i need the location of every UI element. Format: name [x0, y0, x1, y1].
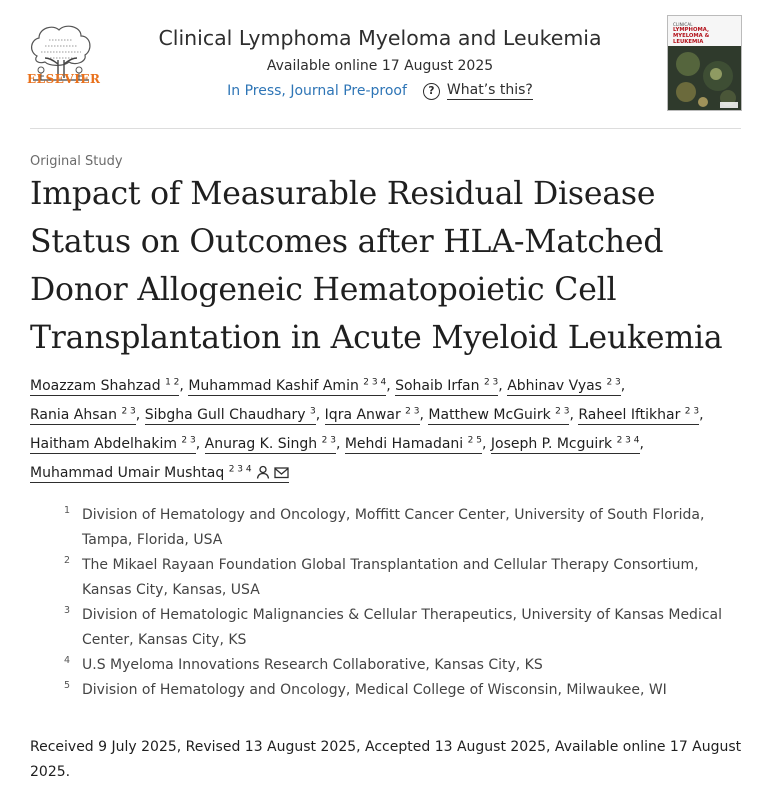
cover-banner: [668, 16, 741, 46]
author-affiliation-refs: 2 3: [555, 406, 570, 417]
question-circle-icon: ?: [423, 83, 440, 100]
author-affiliation-refs: 2 3 4: [228, 464, 252, 475]
corresponding-author-link[interactable]: [30, 465, 289, 483]
whats-this-button[interactable]: [423, 82, 533, 100]
cover-small-text: CLINICAL: [673, 22, 693, 27]
author-name: Muhammad Umair Mushtaq: [30, 465, 225, 481]
author-affiliation-refs: 2 3: [684, 406, 700, 417]
affiliation-number: 3: [64, 605, 71, 616]
journal-header: [0, 0, 772, 128]
affiliation-text: U.S Myeloma Innovations Research Collaborative, Kansas City, KS: [82, 657, 543, 673]
author-name: Sohaib Irfan: [395, 378, 480, 394]
whats-this-label: What’s this?: [446, 82, 533, 98]
author-affiliation-refs: 2 3: [321, 435, 336, 446]
author-name: Mehdi Hamadani: [344, 436, 464, 452]
affiliation-number: 5: [64, 680, 71, 691]
journal-cover-image[interactable]: [668, 16, 741, 110]
affiliation-number: 4: [64, 655, 71, 666]
status-line: [110, 82, 650, 100]
author-name: Raheel Iftikhar: [578, 407, 681, 423]
affiliation-item: [60, 603, 750, 653]
author-link[interactable]: [395, 378, 498, 396]
available-online-date: Available online 17 August 2025: [266, 58, 494, 74]
person-icon: [256, 465, 270, 479]
author-affiliation-refs: 2 3 4: [363, 377, 387, 388]
affiliation-item: [60, 503, 750, 553]
author-name: Moazzam Shahzad: [30, 378, 161, 394]
journal-info: [110, 26, 650, 100]
author-link[interactable]: [205, 436, 336, 454]
author-name: Iqra Anwar: [324, 407, 401, 423]
author-affiliation-refs: 2 3: [121, 406, 136, 417]
author-name: Anurag K. Singh: [204, 436, 318, 452]
author-line: [30, 459, 750, 488]
in-press-link[interactable]: In Press, Journal Pre-proof: [227, 83, 407, 99]
cover-artwork: [668, 46, 741, 110]
author-link[interactable]: [345, 436, 482, 454]
author-affiliation-refs: 1 2: [165, 377, 180, 388]
author-name: Abhinav Vyas: [507, 378, 602, 394]
author-link[interactable]: [30, 436, 196, 454]
affiliation-text: The Mikael Rayaan Foundation Global Transplantation and Cellular Therapy Consortium, Kansas City, Kansas, USA: [82, 557, 699, 598]
author-name: Joseph P. Mcguirk: [490, 436, 613, 452]
author-link[interactable]: [491, 436, 640, 454]
author-affiliation-refs: 2 3: [483, 377, 499, 388]
author-line: Moazzam Shahzad $^{1 2}$, Muhammad Kashif Amin $^{2 3 4}$, Sohaib Irfan $^{2 3}$, Abhinav Vyas $^{2 3}$,: [30, 377, 626, 394]
affiliation-item: [60, 553, 750, 603]
author-name: Sibgha Gull Chaudhary: [144, 407, 306, 423]
author-affiliation-refs: 2 3: [405, 406, 420, 417]
author-line: Haitham Abdelhakim $^{2 3}$, Anurag K. Singh $^{2 3}$, Mehdi Hamadani $^{2 5}$, Joseph P. Mcguirk $^{2 3 4}$,: [30, 435, 644, 452]
author-link[interactable]: [145, 407, 316, 425]
author-line: Rania Ahsan $^{2 3}$, Sibgha Gull Chaudhary $^3$, Iqra Anwar $^{2 3}$, Matthew McGuirk $^{2 3}$, Raheel Iftikhar $^{2 3}$,: [30, 406, 704, 423]
author-affiliation-refs: 2 3 4: [616, 435, 640, 446]
author-link[interactable]: [578, 407, 699, 425]
author-link[interactable]: [30, 378, 179, 396]
affiliation-number: 1: [64, 505, 71, 516]
author-link[interactable]: [188, 378, 386, 396]
publisher-name: ELSEVIER: [27, 72, 101, 86]
author-link[interactable]: [507, 378, 621, 396]
affiliation-list: [60, 503, 750, 703]
affiliation-number: 2: [64, 555, 71, 566]
author-affiliation-refs: 2 3: [606, 377, 621, 388]
affiliation-item: [60, 678, 750, 703]
author-name: Rania Ahsan: [30, 407, 117, 423]
author-name: Muhammad Kashif Amin: [188, 378, 359, 394]
affiliation-item: [60, 653, 750, 678]
author-link[interactable]: [428, 407, 569, 425]
cover-title: [673, 27, 739, 45]
header-divider: [30, 128, 741, 129]
affiliation-text: Division of Hematology and Oncology, Medical College of Wisconsin, Milwaukee, WI: [82, 682, 667, 698]
article-history: Received 9 July 2025, Revised 13 August 2025, Accepted 13 August 2025, Available online 17 August 2025.: [30, 739, 742, 780]
author-affiliation-refs: 2 3: [181, 435, 196, 446]
author-list: [30, 372, 750, 488]
journal-title-link[interactable]: Clinical Lymphoma Myeloma and Leukemia: [158, 26, 602, 50]
cover-title-line1: LYMPHOMA,: [673, 27, 709, 33]
affiliation-text: Division of Hematologic Malignancies & Cellular Therapeutics, University of Kansas Medical Center, Kansas City, KS: [82, 607, 723, 648]
author-name: Haitham Abdelhakim: [30, 436, 177, 452]
article-title: Impact of Measurable Residual Disease Status on Outcomes after HLA-Matched Donor Allogeneic Hematopoietic Cell Transplantation in Acute Myeloid Leukemia: [30, 176, 723, 356]
envelope-icon: [274, 466, 289, 479]
cover-title-line2: MYELOMA & LEUKEMIA: [673, 33, 710, 45]
author-name: Matthew McGuirk: [428, 407, 551, 423]
affiliation-text: Division of Hematology and Oncology, Moffitt Cancer Center, University of South Florida, Tampa, Florida, USA: [82, 507, 705, 548]
author-affiliation-refs: 3: [310, 406, 316, 417]
author-link[interactable]: [30, 407, 136, 425]
author-link[interactable]: [325, 407, 420, 425]
author-affiliation-refs: 2 5: [467, 435, 482, 446]
article-type: Original Study: [30, 154, 123, 169]
